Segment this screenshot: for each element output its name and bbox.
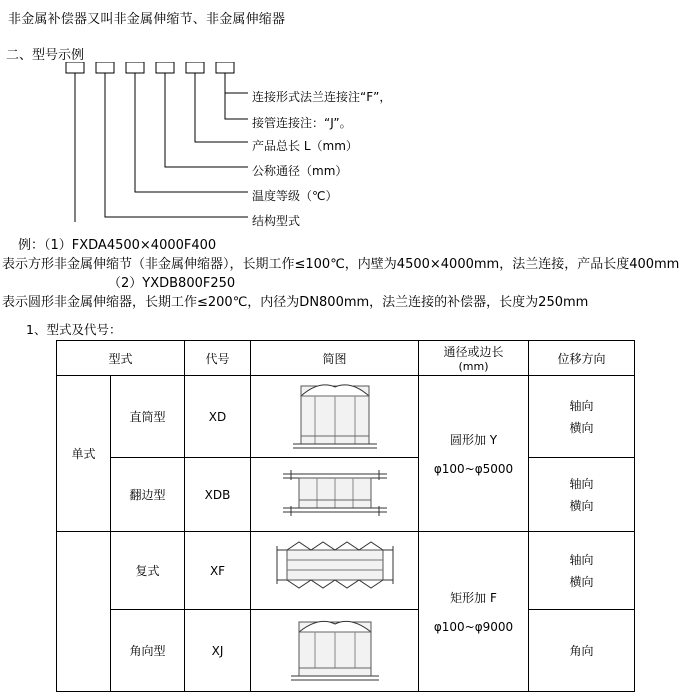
bellows-flanged-figure	[251, 458, 419, 532]
row-code-xj: XJ	[185, 610, 251, 692]
example-block	[0, 236, 690, 312]
direction-axial: 轴向	[569, 552, 594, 567]
group-label-empty	[57, 532, 111, 692]
table-row	[57, 458, 635, 532]
row-name-xdb: 翻边型	[111, 458, 185, 532]
row-name-xf: 复式	[111, 532, 185, 610]
page-title: 非金属补偿器又叫非金属伸缩节、非金属伸缩器	[8, 12, 286, 27]
table-row	[57, 610, 635, 692]
section-heading: 二、型号示例	[6, 48, 85, 63]
bellows-double-figure	[251, 532, 419, 610]
direction-lateral: 横向	[569, 420, 594, 435]
table-caption: 1、型式及代号：	[26, 322, 122, 337]
direction-axial: 轴向	[569, 476, 594, 491]
example-desc-1: 表示方形非金属伸缩节（非金属伸缩器），长期工作≤100℃，内壁为4500×4000mm，法兰连接，产品长度400mm	[2, 257, 680, 272]
diagram-label-nominal-diameter: 公称通径（mm）	[252, 164, 348, 178]
diameter-round	[419, 376, 529, 532]
header-diameter-line1: 通径或边长	[443, 345, 504, 359]
diameter-rect	[419, 532, 529, 692]
direction-angular: 角向	[569, 643, 594, 658]
row-code-xdb: XDB	[185, 458, 251, 532]
header-code: 代号	[185, 341, 251, 376]
bellows-straight-figure	[251, 376, 419, 458]
bellows-angular-figure	[251, 610, 419, 692]
group-label-single: 单式	[57, 376, 111, 532]
direction-lateral: 横向	[569, 574, 594, 589]
header-diameter-unit: (mm)	[458, 360, 489, 373]
diameter-round-line1: 圆形加 Y	[449, 433, 498, 447]
example-line-2: （2）YXDB800F250	[108, 276, 236, 291]
diagram-label-connection-flange: 连接形式法兰连接注“F”，	[252, 90, 392, 104]
header-type: 型式	[57, 341, 185, 376]
table-row	[57, 376, 635, 458]
header-direction: 位移方向	[529, 341, 635, 376]
row-name-xj: 角向型	[111, 610, 185, 692]
diameter-rect-line2: φ100~φ9000	[433, 620, 514, 634]
model-number-diagram	[0, 62, 690, 232]
table-header-row	[57, 341, 635, 376]
direction-axial: 轴向	[569, 398, 594, 413]
header-figure: 简图	[251, 341, 419, 376]
direction-xd	[529, 376, 635, 458]
bellows-flanged-drawing	[269, 460, 401, 526]
diagram-label-total-length: 产品总长 L（mm）	[252, 139, 358, 153]
bellows-angular-drawing	[273, 612, 397, 686]
header-diameter	[419, 341, 529, 376]
diameter-rect-line1: 矩形加 F	[450, 591, 497, 605]
row-name-xd: 直筒型	[111, 376, 185, 458]
example-line-1: 例：（1）FXDA4500×4000F400	[18, 238, 217, 253]
type-code-table	[56, 340, 635, 692]
direction-xdb	[529, 458, 635, 532]
diagram-label-connection-pipe: 接管连接注：“J”。	[252, 116, 352, 130]
bellows-double-drawing	[265, 534, 405, 604]
row-code-xd: XD	[185, 376, 251, 458]
diameter-round-line2: φ100~φ5000	[433, 462, 514, 476]
bellows-straight-drawing	[275, 378, 395, 452]
row-code-xf: XF	[185, 532, 251, 610]
direction-xj	[529, 610, 635, 692]
table-row	[57, 532, 635, 610]
diagram-label-structure-type: 结构型式	[252, 214, 301, 228]
diagram-label-temperature-grade: 温度等级（℃）	[252, 189, 338, 203]
example-desc-2: 表示圆形非金属伸缩器，长期工作≤200℃，内径为DN800mm，法兰连接的补偿器，长度为250mm	[2, 295, 589, 310]
direction-lateral: 横向	[569, 498, 594, 513]
direction-xf	[529, 532, 635, 610]
